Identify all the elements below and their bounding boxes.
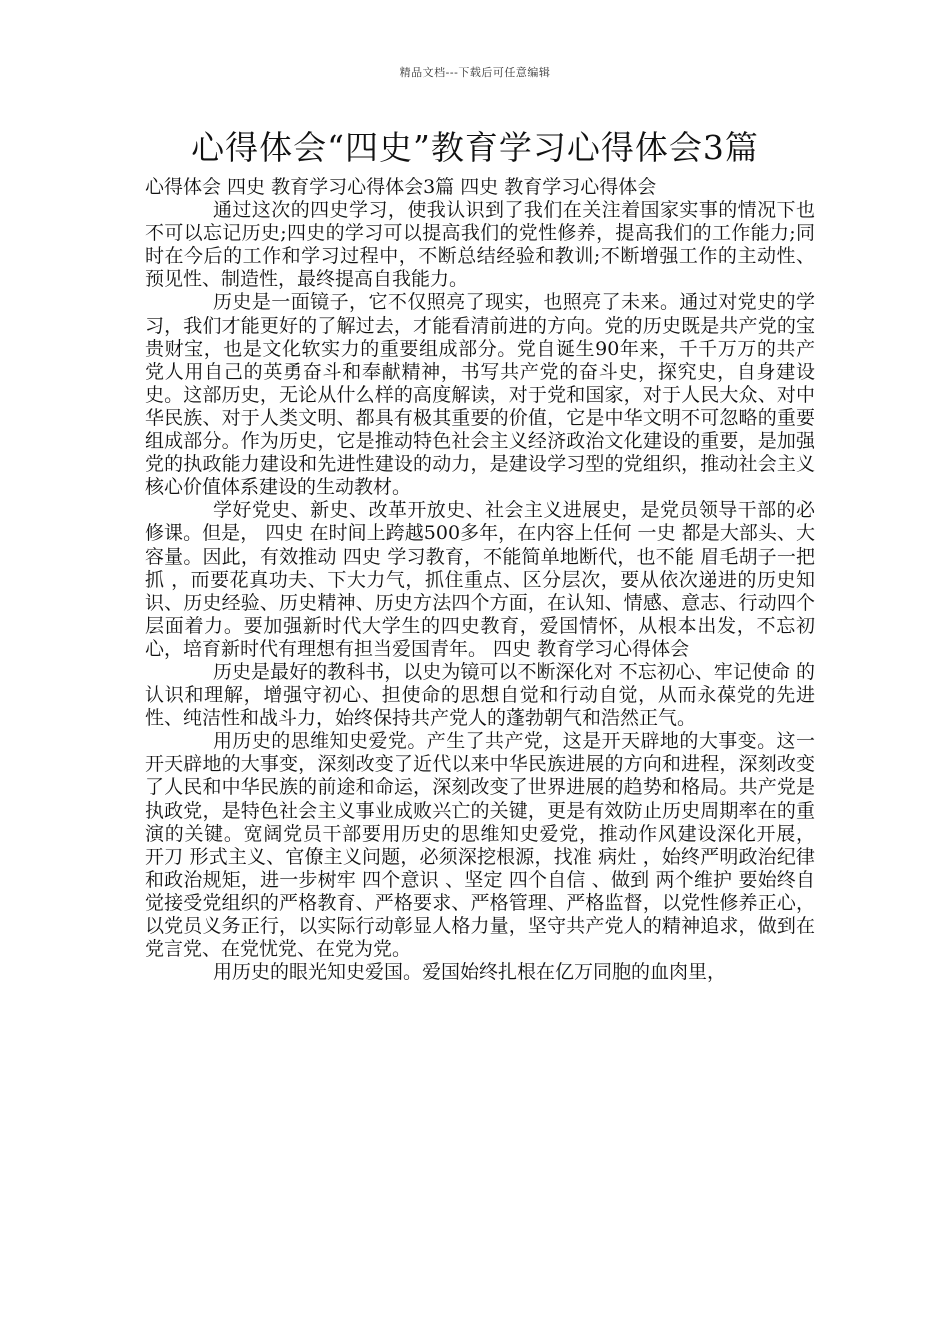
document-subtitle: 心得体会 四史 教育学习心得体会3篇 四史 教育学习心得体会	[145, 176, 657, 198]
paragraph: 历史是最好的教科书，以史为镜可以不断深化对 不忘初心、牢记使命 的认识和理解，增强守初心、担使命的思想自觉和行动自觉，从而永葆党的先进性、纯洁性和战斗力，始终保持共产党人的蓬勃朝气和浩然正气。	[145, 660, 815, 730]
header-note: 精品文档---下载后可任意编辑	[399, 66, 551, 79]
document-title: 心得体会“四史”教育学习心得体会3篇	[191, 128, 759, 167]
document-body	[145, 176, 815, 984]
paragraph: 通过这次的四史学习，使我认识到了我们在关注着国家实事的情况下也不可以忘记历史;四史的学习可以提高我们的党性修养，提高我们的工作能力;同时在今后的工作和学习过程中，不断总结经验和教训;不断增强工作的主动性、预见性、制造性，最终提高自我能力。	[145, 199, 815, 291]
paragraph: 学好党史、新史、改革开放史、社会主义进展史，是党员领导干部的必修课。但是， 四史 在时间上跨越500多年，在内容上任何 一史 都是大部头、大容量。因此，有效推动 四史 学习教育，不能简单地断代，也不能 眉毛胡子一把抓 ，而要花真功夫、下大力气，抓住重点、区分层次，要从依次递进的历史知识、历史经验、历史精神、历史方法四个方面，在认知、情感、意志、行动四个层面着力。要加强新时代大学生的四史教育，爱国情怀，从根本出发，不忘初心，培育新时代有理想有担当爱国青年。 四史 教育学习心得体会	[145, 499, 815, 660]
paragraph: 用历史的思维知史爱党。产生了共产党，这是开天辟地的大事变。这一开天辟地的大事变，深刻改变了近代以来中华民族进展的方向和进程，深刻改变了人民和中华民族的前途和命运，深刻改变了世界进展的趋势和格局。共产党是执政党，是特色社会主义事业成败兴亡的关键，更是有效防止历史周期率在的重演的关键。宽阔党员干部要用历史的思维知史爱党，推动作风建设深化开展， 开刀 形式主义、官僚主义问题，必须深挖根源，找准 病灶 ，始终严明政治纪律和政治规矩，进一步树牢 四个意识 、坚定 四个自信 、做到 两个维护 要始终自觉接受党组织的严格教育、严格要求、严格管理、严格监督，以党性修养正心，以党员义务正行，以实际行动彰显人格力量，坚守共产党人的精神追求，做到在党言党、在党忧党、在党为党。	[145, 730, 815, 961]
paragraph: 历史是一面镜子，它不仅照亮了现实，也照亮了未来。通过对党史的学习，我们才能更好的了解过去，才能看清前进的方向。党的历史既是共产党的宝贵财宝，也是文化软实力的重要组成部分。党自诞生90年来，千千万万的共产党人用自己的英勇奋斗和奉献精神，书写共产党的奋斗史，探究史，自身建设史。这部历史，无论从什么样的高度解读，对于党和国家，对于人民大众、对中华民族、对于人类文明、都具有极其重要的价值，它是中华文明不可忽略的重要组成部分。作为历史，它是推动特色社会主义经济政治文化建设的重要，是加强党的执政能力建设和先进性建设的动力，是建设学习型的党组织，推动社会主义核心价值体系建设的生动教材。	[145, 291, 815, 499]
paragraph: 用历史的眼光知史爱国。爱国始终扎根在亿万同胞的血肉里，	[213, 961, 727, 984]
